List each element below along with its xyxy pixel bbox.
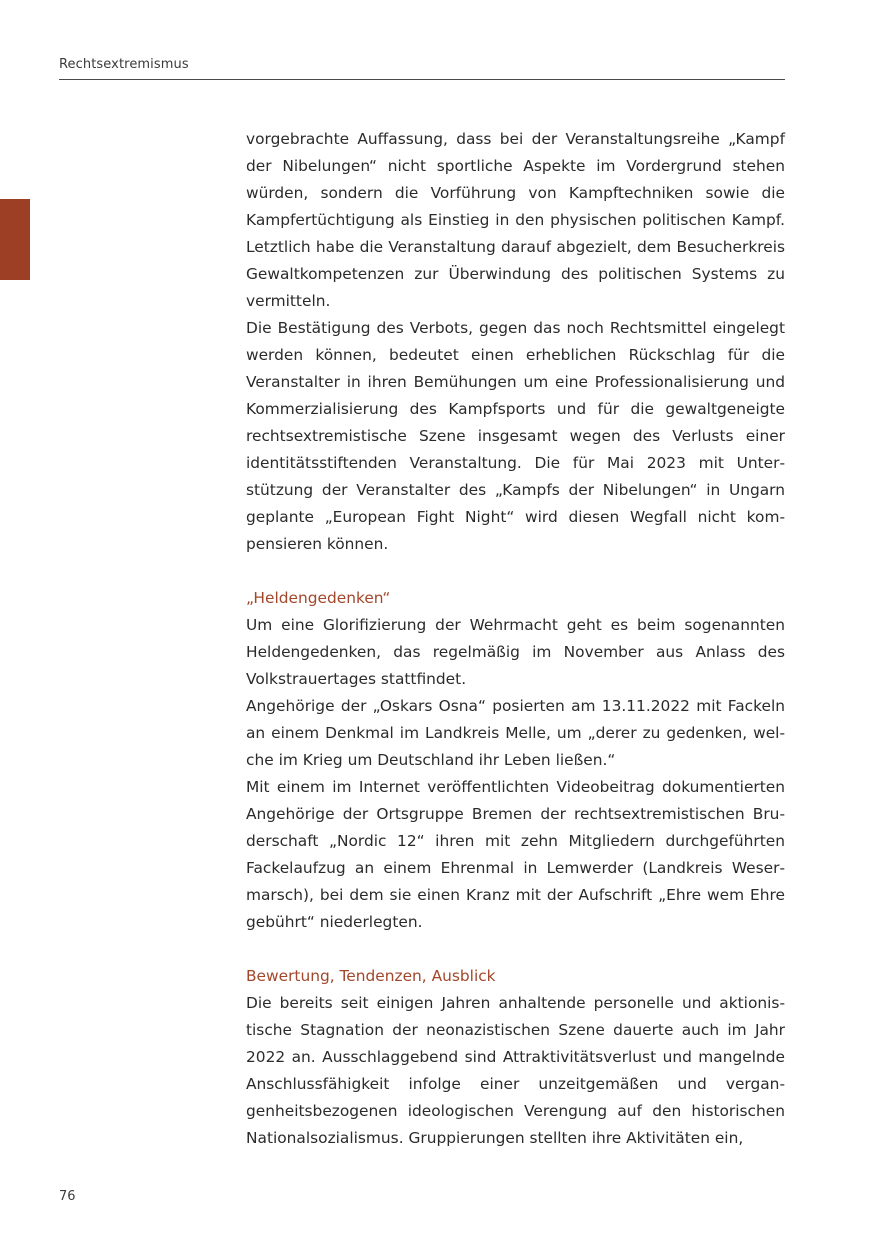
section-heading-bewertung: Bewertung, Tendenzen, Ausblick (246, 967, 496, 985)
header-divider (59, 79, 785, 80)
section-heading-heldengedenken: „Heldengedenken“ (246, 589, 391, 607)
running-head-title: Rechtsextremismus (59, 57, 189, 72)
chapter-marker-tab (0, 199, 30, 280)
paragraph-2: Die Bestätigung des Verbots, gegen das noch Rechtsmittel eingelegt werden können, bedeutet einen erheblichen Rückschlag für die Veranstalter in ihren Bemühungen um eine Professionalisierung und Kommerzialisierung des Kampfsports und für die gewaltgeneigte rechtsextremistische Szene insgesamt wegen des Verlusts einer identitätsstiftenden Veranstaltung. Die für Mai 2023 mit Unterstützung der Veranstalter des „Kampfs der Nibelungen“ in Ungarn geplante „European Fight Night“ wird diesen Wegfall nicht kompensieren können. (246, 319, 785, 553)
section-spacer (246, 558, 785, 585)
paragraph-4: Angehörige der „Oskars Osna“ posierten am 13.11.2022 mit Fackeln an einem Denkmal im Landkreis Melle, um „derer zu gedenken, welche im Krieg um Deutschland ihr Leben ließen.“ (246, 697, 785, 769)
page-number: 76 (59, 1189, 76, 1204)
paragraph-6: Die bereits seit einigen Jahren anhaltende personelle und aktionistische Stagnation der neonazistischen Szene dauerte auch im Jahr 2022 an. Ausschlaggebend sind Attraktivitätsverlust und mangelnde Anschlussfähigkeit infolge einer unzeitgemäßen und vergangenheitsbezogenen ideologischen Verengung auf den historischen Nationalsozialismus. Gruppierungen stellten ihre Aktivitäten ein, (246, 994, 785, 1147)
section-spacer (246, 936, 785, 963)
paragraph-3: Um eine Glorifizierung der Wehrmacht geht es beim sogenannten Heldengedenken, das regelmäßig im November aus Anlass des Volkstrauertages stattfindet. (246, 616, 785, 688)
paragraph-5: Mit einem im Internet veröffentlichten Videobeitrag dokumentierten Angehörige der Ortsgruppe Bremen der rechtsextremistischen Bruderschaft „Nordic 12“ ihren mit zehn Mitgliedern durchgeführten Fackelaufzug an einem Ehrenmal in Lemwerder (Landkreis Wesermarsch), bei dem sie einen Kranz mit der Aufschrift „Ehre wem Ehre gebührt“ niederlegten. (246, 778, 785, 931)
paragraph-1: vorgebrachte Auffassung, dass bei der Veranstaltungsreihe „Kampf der Nibelungen“ nicht sportliche Aspekte im Vordergrund stehen würden, sondern die Vorführung von Kampftechniken sowie die Kampfertüchtigung als Einstieg in den physischen politischen Kampf. Letztlich habe die Veranstaltung darauf abgezielt, dem Besucherkreis Gewaltkompetenzen zur Überwindung des politischen Systems zu vermitteln. (246, 130, 785, 310)
main-text-column (246, 126, 785, 1152)
